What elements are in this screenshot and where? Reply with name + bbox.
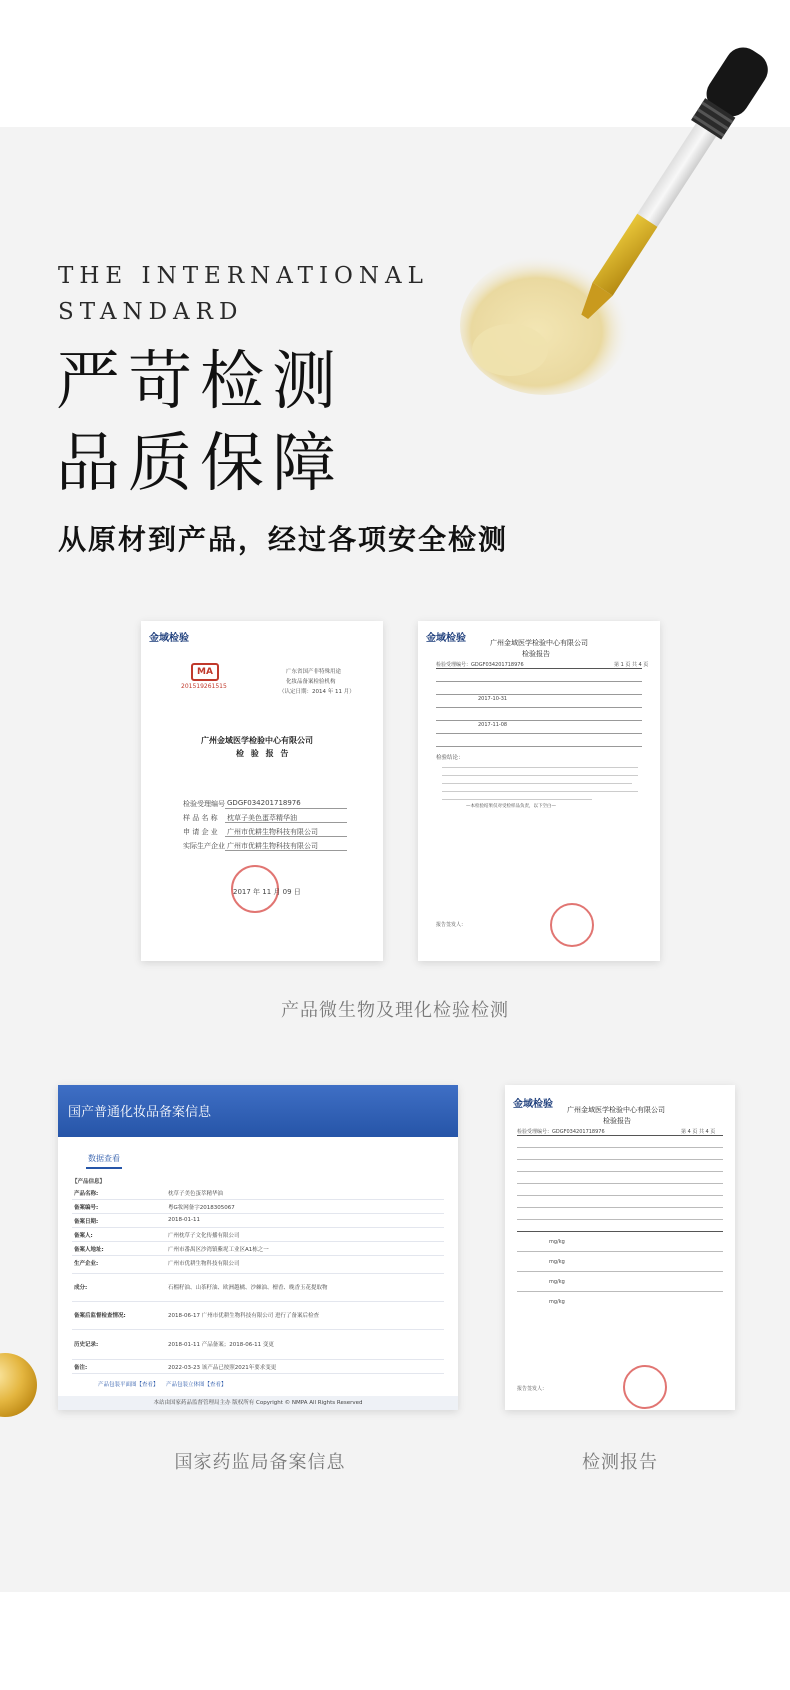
table-row: 备案人: 广州枕草子文化传播有限公司 <box>72 1227 444 1242</box>
registry-footer: 本站由国家药品监督管理局主办 版权所有 Copyright © NMPA All Rights Reserved <box>58 1396 458 1410</box>
table-row-line <box>436 681 642 682</box>
field1-label: 检验受理编号 <box>183 800 225 808</box>
caption-test-report: 检测报告 <box>582 1452 658 1473</box>
receive-date: 2017-10-31 <box>478 696 508 702</box>
registry-header-title: 国产普通化妆品备案信息 <box>68 1105 212 1120</box>
field2-underline <box>225 822 347 823</box>
bottom-note: —本检验结果仅对受检样品负责，以下空白— <box>466 804 556 809</box>
field2-label: 样 品 名 称 <box>183 814 218 822</box>
ma-certification-mark: MA <box>191 663 219 681</box>
table-row-line <box>517 1271 723 1272</box>
oil-drop-decoration <box>0 1350 40 1420</box>
lab-org-name: 广州金域医学检验中心有限公司 <box>490 639 588 647</box>
text-line <box>442 767 638 768</box>
table-row-line <box>517 1231 723 1232</box>
packaging-3d-link[interactable]: 产品包装立体图【查看】 <box>166 1382 227 1388</box>
lab-org-name: 广州金域医学检验中心有限公司 <box>201 736 313 745</box>
headline-line1: 严苛检测 <box>56 345 344 419</box>
table-row: 备案编号: 粤G妆网备字2018305067 <box>72 1199 444 1214</box>
side-note-3: （认定日期：2014 年 11 月） <box>279 689 355 695</box>
table-row-line <box>517 1291 723 1292</box>
report-page-document <box>418 621 660 961</box>
accept-number: 检验受理编号：GDGF034201718976 <box>436 662 524 668</box>
table-row-line <box>436 720 642 721</box>
text-line <box>442 783 632 784</box>
table-row: 备注: 2022-03-23 该产品已按照2021年要求变更 <box>72 1359 444 1374</box>
registry-header-bar <box>58 1085 458 1137</box>
table-row-line <box>436 694 642 695</box>
dropper-illustration <box>450 0 790 450</box>
lab-logo: 金域检验 <box>426 633 466 644</box>
report-title: 检 验 报 告 <box>236 749 291 758</box>
unit-label: mg/kg <box>549 1299 565 1305</box>
unit-label: mg/kg <box>549 1259 565 1265</box>
field4-underline <box>225 850 347 851</box>
english-headline-line1: THE INTERNATIONAL <box>58 263 429 289</box>
accept-number: 检验受理编号：GDGF034201718976 <box>517 1129 605 1135</box>
table-row-line <box>436 733 642 734</box>
report-title: 检验报告 <box>522 650 550 658</box>
field3-value: 广州市优耕生物科技有限公司 <box>227 828 318 836</box>
field4-label: 实际生产企业 <box>183 842 225 850</box>
text-line <box>442 775 638 776</box>
table-row-line <box>517 1195 723 1196</box>
text-line <box>442 799 592 800</box>
field1-value: GDGF034201718976 <box>227 799 301 807</box>
test-report-document <box>505 1085 735 1410</box>
report-title: 检验报告 <box>603 1117 631 1125</box>
table-row-line <box>436 707 642 708</box>
table-row: 备案后监督检查情况: 2018-06-17 广州市优耕生物科技有限公司 进行了备案后检查 <box>72 1301 444 1330</box>
table-top-border <box>517 1135 723 1136</box>
registry-screenshot <box>58 1085 458 1410</box>
table-row: 备案日期: 2018-01-11 <box>72 1213 444 1228</box>
sign-label: 报告签发人： <box>436 922 467 928</box>
lab-logo: 金域检验 <box>149 633 189 644</box>
table-top-border <box>436 668 642 669</box>
table-row: 历史记录: 2018-01-11 产品备案；2018-06-11 变更 <box>72 1329 444 1360</box>
report-date: 2017 年 11 月 09 日 <box>233 888 301 896</box>
table-row-line <box>517 1183 723 1184</box>
table-row: 生产企业: 广州市优耕生物科技有限公司 <box>72 1255 444 1274</box>
side-note-2: 化妆品备案检验机构 <box>286 679 336 685</box>
product-section-label: 【产品信息】 <box>72 1179 106 1185</box>
unit-label: mg/kg <box>549 1279 565 1285</box>
tab-data-view[interactable]: 数据查看 <box>86 1153 122 1169</box>
official-stamp <box>550 903 594 947</box>
page-number: 第 4 页 共 4 页 <box>681 1129 716 1135</box>
conclusion-title: 检验结论： <box>436 755 464 761</box>
headline-line2: 品质保障 <box>56 427 344 501</box>
field2-value: 枕草子美色蛋萃精华油 <box>227 814 297 822</box>
table-row: 成分: 石榴籽油、山茶籽油、欧洲越橘、沙棘油、檀香、晚香玉花提取物 <box>72 1273 444 1302</box>
subtitle: 从原材到产品，经过各项安全检测 <box>58 523 509 556</box>
ma-number: 201519261515 <box>181 683 227 690</box>
side-note-1: 广东省国产非特殊用途 <box>286 669 342 675</box>
page-number: 第 1 页 共 4 页 <box>614 662 649 668</box>
report-cover-document <box>141 621 383 961</box>
table-row-line <box>517 1251 723 1252</box>
table-row-line <box>517 1219 723 1220</box>
field3-underline <box>225 836 347 837</box>
table-row: 备案人地址: 广州市番禺区沙湾镇紫坭工业区A1栋之一 <box>72 1241 444 1256</box>
caption-registry: 国家药监局备案信息 <box>174 1452 346 1473</box>
caption-inspection: 产品微生物及理化检验检测 <box>281 1000 509 1021</box>
field1-underline <box>225 808 347 809</box>
table-row-line <box>436 746 642 747</box>
table-row-line <box>517 1207 723 1208</box>
table-row: 产品名称: 枕草子美色蛋萃精华油 <box>72 1185 444 1200</box>
lab-logo: 金域检验 <box>513 1099 553 1110</box>
lab-org-name: 广州金域医学检验中心有限公司 <box>567 1106 665 1114</box>
field4-value: 广州市优耕生物科技有限公司 <box>227 842 318 850</box>
sign-label: 报告签发人： <box>517 1386 548 1392</box>
official-stamp <box>623 1365 667 1409</box>
table-row-line <box>517 1171 723 1172</box>
table-row-line <box>517 1147 723 1148</box>
text-line <box>442 791 638 792</box>
english-headline <box>58 258 429 330</box>
table-row-line <box>517 1159 723 1160</box>
packaging-flat-link[interactable]: 产品包装平面图【查看】 <box>98 1382 159 1388</box>
finish-date: 2017-11-08 <box>478 722 508 728</box>
field3-label: 申 请 企 业 <box>183 828 218 836</box>
unit-label: mg/kg <box>549 1239 565 1245</box>
english-headline-line2: STANDARD <box>58 299 244 325</box>
